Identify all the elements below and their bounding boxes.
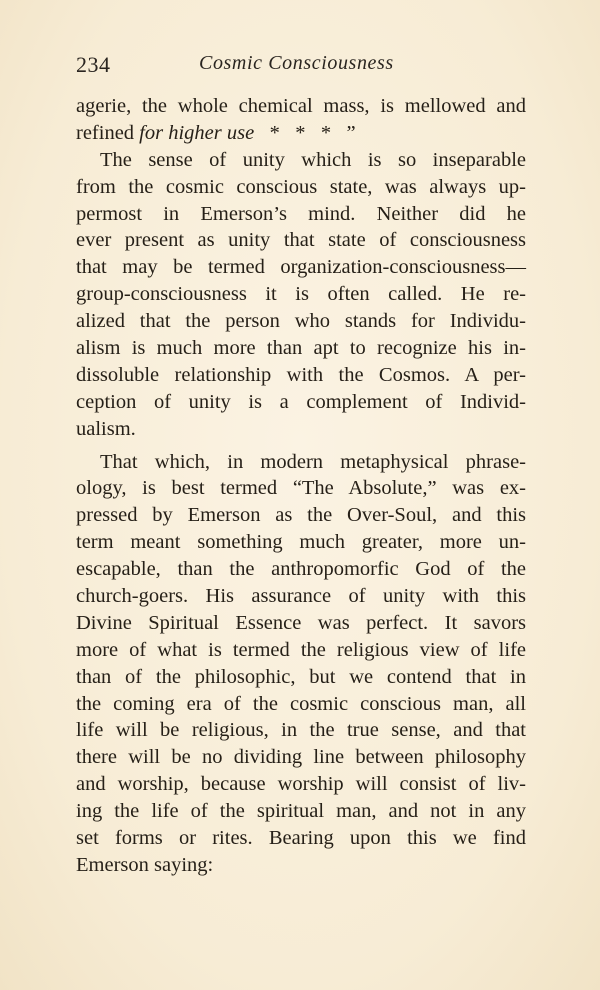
text-line: group-consciousness it is often called. He re-	[76, 283, 526, 306]
text-line: church-goers. His assurance of unity with this	[76, 585, 526, 608]
text-line: than of the philosophic, but we contend that in	[76, 665, 526, 688]
text-line: ology, is best termed “The Absolute,” was ex-	[76, 477, 526, 500]
text-line: agerie, the whole chemical mass, is mellowed and	[76, 95, 526, 117]
text-line: dissoluble relationship with the Cosmos. A per-	[76, 363, 526, 386]
text-line: the coming era of the cosmic conscious man, all	[76, 692, 526, 715]
text-line: ception of unity is a complement of Individ-	[76, 390, 526, 413]
text-fragment: refined	[76, 121, 140, 144]
italic-fragment: for higher use	[139, 121, 255, 144]
paragraph-1	[76, 93, 526, 147]
paragraph-2	[76, 147, 526, 443]
text-line: ualism.	[76, 417, 136, 440]
text-line: Divine Spiritual Essence was perfect. It savors	[76, 611, 526, 634]
text-line	[76, 120, 526, 147]
text-line: escapable, than the anthropomorfic God of the	[76, 558, 526, 581]
running-head	[76, 52, 526, 78]
text-line: term meant something much greater, more un-	[76, 531, 526, 554]
text-line: That which, in modern metaphysical phrase-	[100, 450, 526, 473]
page-number: 234	[76, 52, 111, 77]
text-line: from the cosmic conscious state, was always up-	[76, 175, 526, 198]
text-line: ing the life of the spiritual man, and not in any	[76, 800, 526, 823]
text-line: The sense of unity which is so inseparable	[100, 148, 526, 171]
text-line: more of what is termed the religious view of life	[76, 638, 526, 661]
text-line: pressed by Emerson as the Over-Soul, and this	[76, 504, 526, 527]
text-line: alized that the person who stands for Individu-	[76, 310, 526, 333]
text-line: Emerson saying:	[76, 853, 214, 876]
text-line: ever present as unity that state of consciousness	[76, 229, 526, 252]
body-text	[76, 93, 526, 879]
paragraph-3	[76, 449, 526, 879]
ellipsis-marks: * * * ”	[254, 121, 356, 144]
text-line: alism is much more than apt to recognize his in-	[76, 337, 526, 360]
text-line: there will be no dividing line between philosophy	[76, 746, 526, 769]
text-line: set forms or rites. Bearing upon this we find	[76, 827, 526, 850]
text-line: permost in Emerson’s mind. Neither did he	[76, 202, 526, 225]
text-line: life will be religious, in the true sense, and that	[76, 719, 526, 742]
book-title: Cosmic Consciousness	[199, 52, 394, 74]
text-line: that may be termed organization-consciousness—	[76, 256, 526, 279]
text-line: and worship, because worship will consist of liv-	[76, 773, 526, 796]
